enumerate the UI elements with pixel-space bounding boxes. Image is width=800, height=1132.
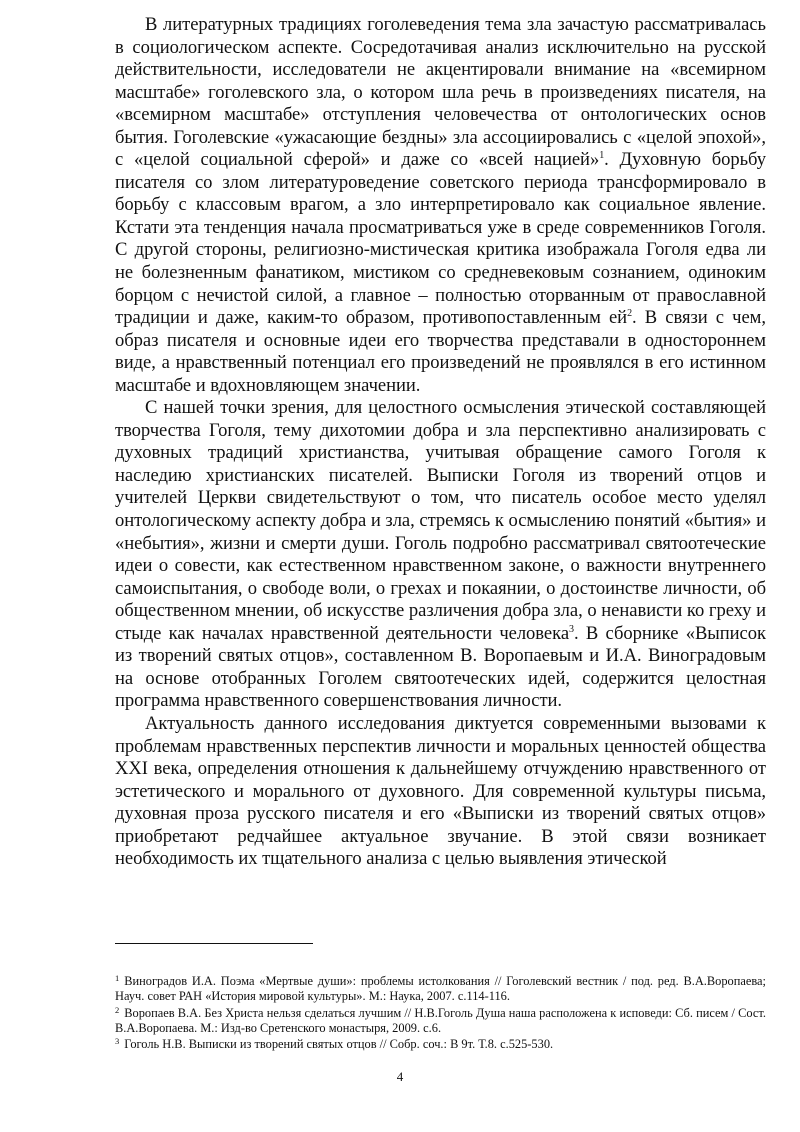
- footnote-1: [115, 974, 766, 1005]
- footnote-ref-1[interactable]: 1: [599, 150, 605, 162]
- paragraph-text: . Духовную борьбу писателя со злом литературоведение советского периода трансформировало в борьбу с классовым врагом, а зло интерпретировало как социальное явление. Кстати эта тенденция начала просматриваться уже в среде современников Гоголя. С другой стороны, религиозно-мистическая критика изображала Гоголя едва ли не болезненным фанатиком, мистиком со средневековым сознанием, одиноким борцом с нечистой силой, а главное – полностью оторванным от православной традиции и даже, каким-то образом, противопоставленным ей: [115, 149, 766, 329]
- page-number: 4: [396, 1069, 404, 1084]
- paragraph-1: [115, 14, 766, 397]
- footnote-mark: 2: [115, 1004, 120, 1015]
- paragraph-text: С нашей точки зрения, для целостного осмысления этической составляющей творчества Гоголя, тему дихотомии добра и зла перспективно анализировать с духовных традиций христианства, учитывая обращение самого Гоголя к наследию христианских писателей. Выписки Гоголя из творений отцов и учителей Церкви свидетельствуют о том, что писатель особое место уделял онтологическому аспекту добра и зла, стремясь к осмыслению понятий «бытия» и «небытия», жизни и смерти души. Гоголь подробно рассматривал святоотеческие идеи о совести, как естественном нравственном законе, о важности внутреннего самоиспытания, о свободе воли, о грехах и покаянии, о достоинстве личности, об общественном мнении, об искусстве различения добра зла, о ненависти ко греху и стыде как началах нравственной деятельности человека: [115, 397, 766, 644]
- paragraph-text: . В связи с чем, образ писателя и основные идеи его творчества представали в одностороннем виде, а нравственный потенциал его произведений не проявлялся в его истинном масштабе и вдохновляющем значении.: [115, 307, 766, 396]
- paragraph-text: Актуальность данного исследования диктуется современными вызовами к проблемам нравственных перспектив личности и моральных ценностей общества XXI века, определения отношения к дальнейшему отчуждению нравственного от эстетического и морального от духовного. Для современной культуры письма, духовная проза русского писателя и его «Выписки из творений святых отцов» приобретают редчайшее актуальное звучание. В этой связи возникает необходимость их тщательного анализа с целью выявления этической: [115, 712, 766, 870]
- body-text: [115, 14, 766, 871]
- footnote-ref-3[interactable]: 3: [569, 623, 574, 635]
- paragraph-text: В литературных традициях гоголеведения тема зла зачастую рассматривалась в социологическом аспекте. Сосредотачивая анализ исключительно на русской действительности, исследователи не акцентировали внимание на «всемирном масштабе» гоголевского зла, о котором шла речь в произведениях писателя, на «всемирном масштабе» отступления человечества от онтологических основ бытия. Гоголевские «ужасающие бездны» зла ассоциировались с «целой эпохой», с «целой социальной сферой» и даже со «всей нацией»: [115, 14, 766, 171]
- footnote-ref-2[interactable]: 2: [627, 308, 633, 320]
- footnote-text: Воропаев В.А. Без Христа нельзя сделаться лучшим // Н.В.Гоголь Душа наша расположена к исповеди: Сб. писем / Сост. В.А.Воропаева. М.: Изд-во Сретенского монастыря, 2009. с.6.: [115, 1005, 766, 1035]
- footnote-text: Виноградов И.А. Поэма «Мертвые души»: проблемы истолкования // Гоголевский вестник / под. ред. В.А.Воропаева; Науч. совет РАН «История мировой культуры». М.: Наука, 2007. с.114-116.: [115, 974, 766, 1004]
- footnote-2: [115, 1006, 766, 1037]
- footnote-text: Гоголь Н.В. Выписки из творений святых отцов // Собр. соч.: В 9т. Т.8. с.525-530.: [124, 1037, 554, 1052]
- paragraph-3: [115, 713, 766, 871]
- footnote-separator: [115, 943, 313, 944]
- footnote-3: [115, 1037, 766, 1052]
- paragraph-2: [115, 397, 766, 713]
- paragraph-text: . В сборнике «Выписок из творений святых отцов», составленном В. Воропаевым и И.А. Виноградовым на основе отобранных Гоголем святоотеческих идей, содержится целостная программа нравственного совершенствования личности.: [115, 622, 766, 712]
- footnote-mark: 1: [115, 973, 120, 983]
- footnote-mark: 3: [115, 1036, 120, 1047]
- footnotes: [115, 974, 766, 1053]
